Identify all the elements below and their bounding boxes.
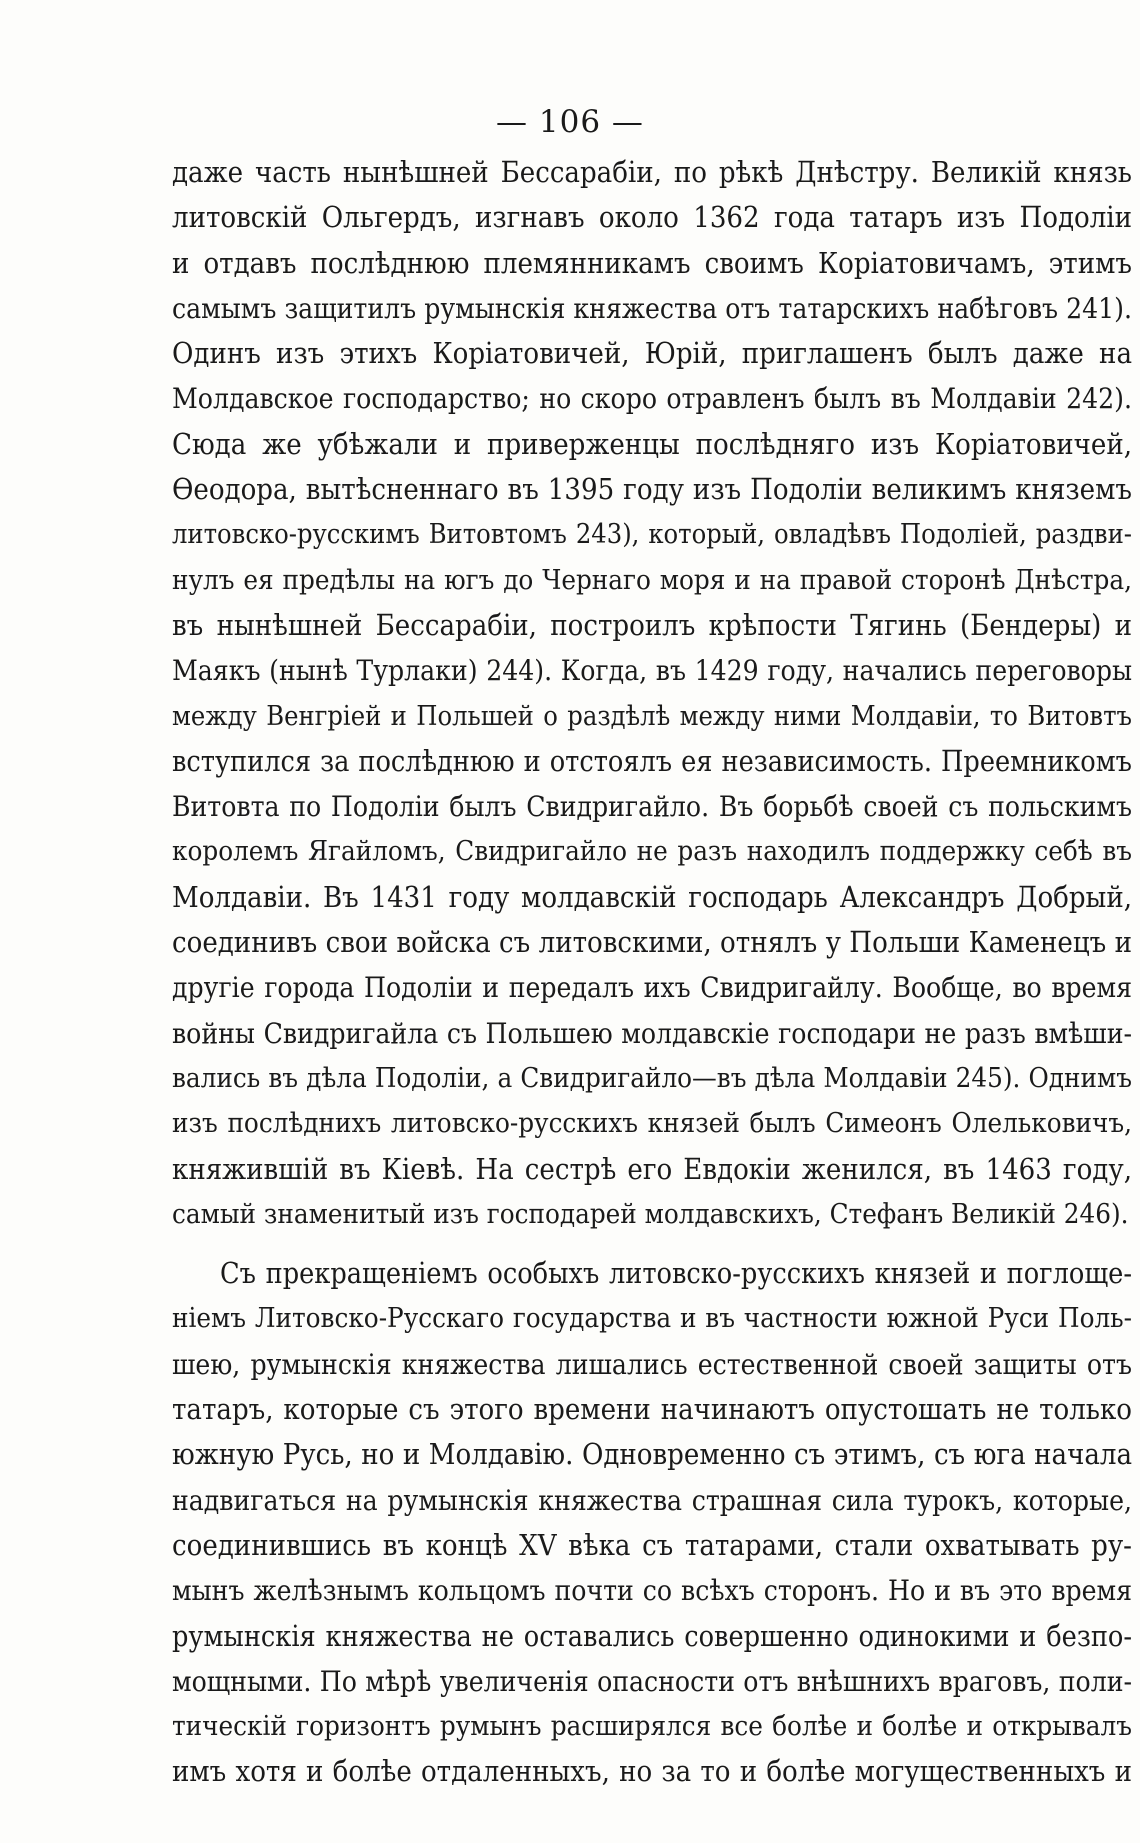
text-line: самый знаменитый изъ господарей молдавскихъ, Стефанъ Великій 246). [172,1197,1129,1230]
text-line: Сюда же убѣжали и приверженцы послѣдняго изъ Коріатовичей, [172,426,1132,461]
text-line: надвигаться на румынскія княжества страшная сила турокъ, которые, [172,1483,1132,1517]
text-line: тическій горизонтъ румынъ расширялся все болѣе и болѣе и открывалъ [172,1710,1132,1743]
text-line: княжившій въ Кіевѣ. На сестрѣ его Евдокіи женился, въ 1463 году, [172,1151,1132,1186]
text-line: вступился за послѣднюю и отстоялъ ея независимость. Преемникомъ [172,744,1132,778]
text-line: Ѳеодора, вытѣсненнаго въ 1395 году изъ Подоліи великимъ княземъ [172,472,1132,507]
text-line: въ нынѣшней Бессарабіи, построилъ крѣпости Тягинь (Бендеры) и [172,607,1132,642]
text-line: между Венгріей и Польшей о раздѣлѣ между ними Молдавіи, то Витовтъ [172,700,1132,732]
text-line: изъ послѣднихъ литовско-русскихъ князей былъ Симеонъ Олельковичъ, [172,1107,1132,1140]
text-body [172,150,1132,1795]
page-number: — 106 — [496,104,644,140]
text-line: шею, румынскія княжества лишались естественной своей защиты отъ [172,1347,1132,1381]
paragraph-gap [172,1237,1132,1251]
text-line: войны Свидригайла съ Польшею молдавскіе господари не разъ вмѣши- [172,1016,1132,1050]
text-line: вались въ дѣла Подоліи, а Свидригайло—въ дѣла Молдавіи 245). Однимъ [172,1061,1132,1094]
text-line: Одинъ изъ этихъ Коріатовичей, Юрій, приглашенъ былъ даже на [172,336,1132,371]
text-line: соединивъ свои войска съ литовскими, отнялъ у Польши Каменецъ и [172,925,1132,960]
text-line: мощными. По мѣрѣ увеличенія опасности отъ внѣшнихъ враговъ, поли- [172,1664,1132,1698]
text-line: Молдавіи. Въ 1431 году молдавскій господарь Александръ Добрый, [172,879,1132,914]
text-line: литовско-русскимъ Витовтомъ 243), который, овладѣвъ Подоліей, раздви- [172,519,1132,551]
text-line: южную Русь, но и Молдавію. Одновременно съ этимъ, съ юга начала [172,1437,1132,1472]
text-line: даже часть нынѣшней Бессарабіи, по рѣкѣ Днѣстру. Великій князь [172,155,1132,189]
text-line: и отдавъ послѣднюю племянникамъ своимъ Коріатовичамъ, этимъ [172,245,1132,280]
text-line: татаръ, которые съ этого времени начинаютъ опустошать не только [172,1392,1132,1427]
text-line: Съ прекращеніемъ особыхъ литовско-русскихъ князей и поглоще- [220,1257,1132,1291]
text-line: мынъ желѣзнымъ кольцомъ почти со всѣхъ сторонъ. Но и въ это время [172,1574,1132,1608]
text-line: литовскій Ольгердъ, изгнавъ около 1362 года татаръ изъ Подоліи [172,200,1132,235]
text-line: румынскія княжества не оставались совершенно одинокими и безпо- [172,1619,1132,1653]
text-line: соединившись въ концѣ XV вѣка съ татарами, стали охватывать ру- [172,1527,1132,1562]
text-line: ніемъ Литовско-Русскаго государства и въ частности южной Руси Поль- [172,1302,1132,1335]
text-line: Маякъ (нынѣ Турлаки) 244). Когда, въ 1429 году, начались переговоры [172,654,1132,688]
text-line: другіе города Подоліи и передалъ ихъ Свидригайлу. Вообще, во время [172,971,1132,1005]
paragraph-2 [172,1251,1132,1795]
text-line: Витовта по Подоліи былъ Свидригайло. Въ борьбѣ своей съ польскимъ [172,790,1132,824]
text-line: имъ хотя и болѣе отдаленныхъ, но за то и болѣе могущественныхъ и [172,1754,1132,1789]
text-line: нулъ ея предѣлы на югъ до Чернаго моря и на правой сторонѣ Днѣстра, [172,563,1132,596]
text-line: королемъ Ягайломъ, Свидригайло не разъ находилъ поддержку себѣ въ [172,835,1132,868]
text-line: самымъ защитилъ румынскія княжества отъ татарскихъ набѣговъ 241). [172,291,1132,325]
text-line: Молдавское господарство; но скоро отравленъ былъ въ Молдавіи 242). [172,382,1132,416]
paragraph-1 [172,150,1132,1237]
